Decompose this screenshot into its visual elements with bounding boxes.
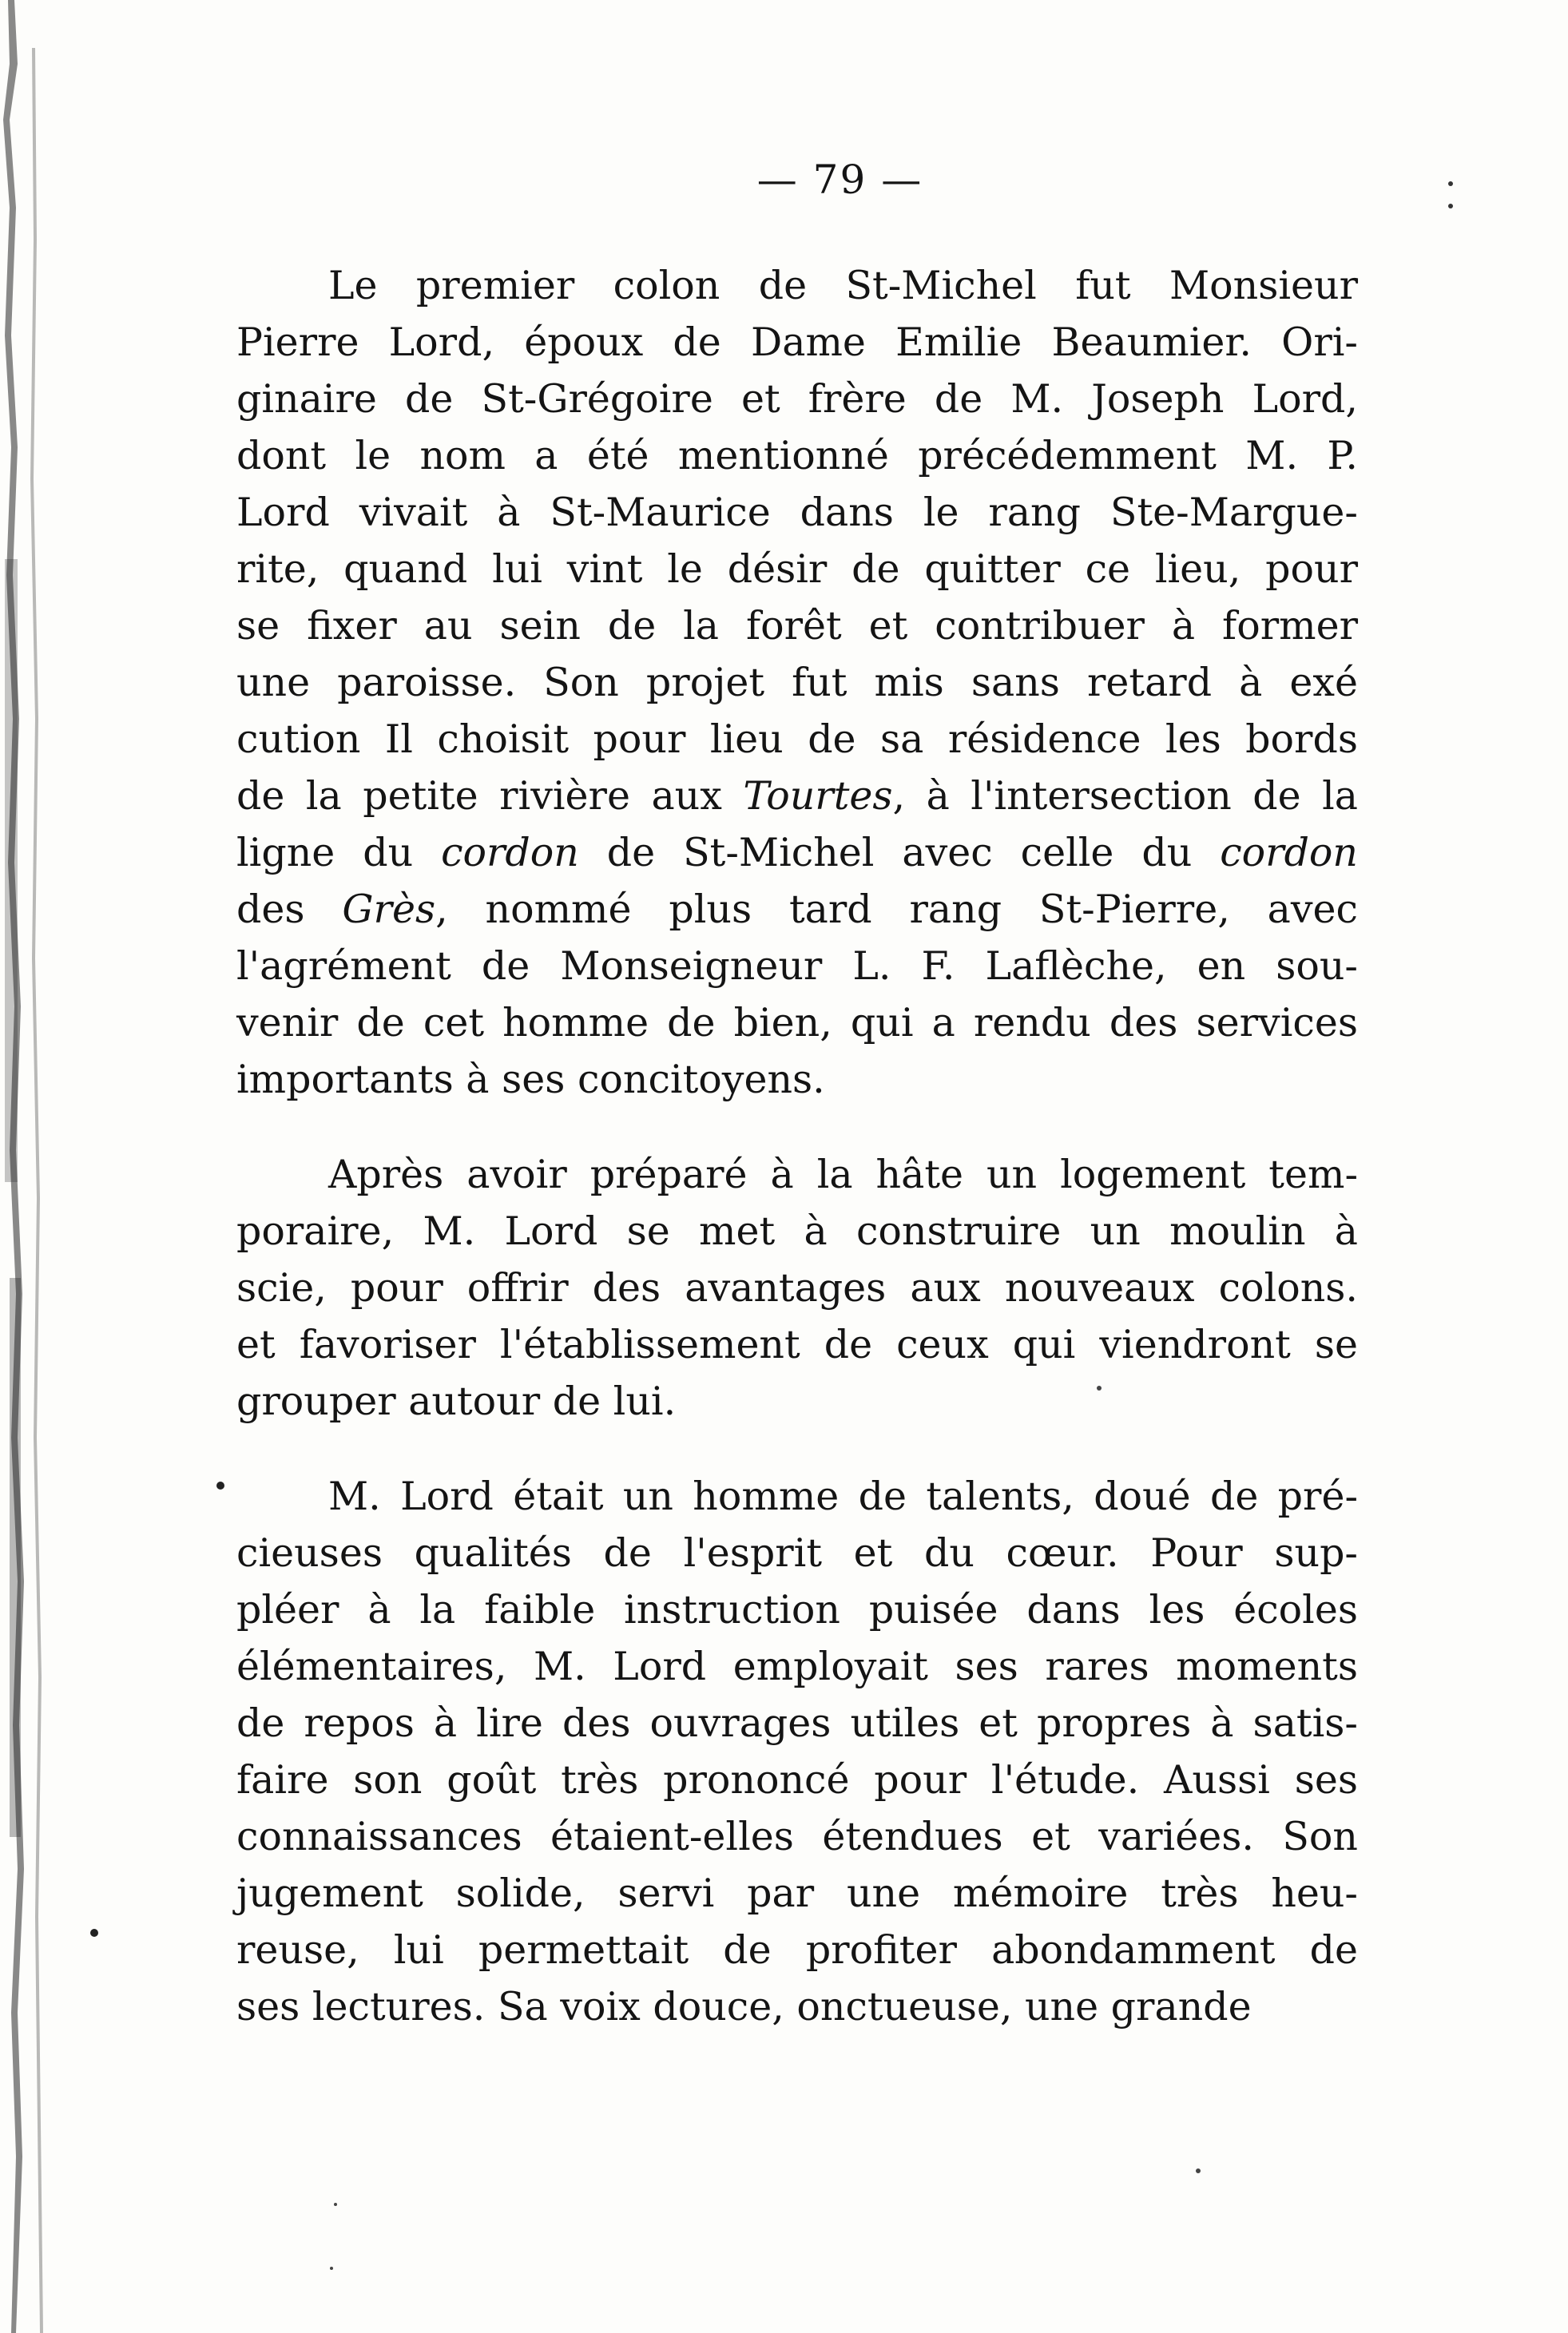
text-segment: , à l'intersection de la [892,773,1358,819]
text-segment: Pierre Lord, époux de Dame Emilie Beaumier. Ori- [236,319,1358,365]
text-segment: scie, pour offrir des avantages aux nouveaux colons. [236,1265,1358,1311]
text-segment: pléer à la faible instruction puisée dans les écoles [236,1587,1358,1633]
text-segment: et favoriser l'établissement de ceux qui viendront se [236,1322,1358,1367]
text-segment: , nommé plus tard rang St-Pierre, avec [435,887,1358,932]
text-segment: poraire, M. Lord se met à construire un moulin à [236,1208,1358,1254]
text-segment: faire son goût très prononcé pour l'étude. Aussi ses [236,1757,1358,1803]
text-segment: Le premier colon de St-Michel fut Monsieur [328,263,1358,308]
text-segment: des [236,887,343,932]
text-segment: importants à ses concitoyens. [236,1057,825,1102]
italic-term: Tourtes [743,773,893,819]
text-segment: ligne du [236,830,442,875]
text-segment: Lord vivait à St-Maurice dans le rang Ste-Margue- [236,490,1358,535]
text-segment: M. Lord était un homme de talents, doué de pré- [328,1474,1358,1519]
text-segment: grouper autour de lui. [236,1379,677,1424]
text-segment: ginaire de St-Grégoire et frère de M. Joseph Lord, [236,376,1358,422]
text-segment: de la petite rivière aux [236,773,744,819]
text-segment: ses lectures. Sa voix douce, onctueuse, une grande [236,1984,1252,2029]
text-segment: une paroisse. Son projet fut mis sans retard à exé [236,660,1358,705]
text-segment: de St-Michel avec celle du [578,830,1221,875]
text-segment: venir de cet homme de bien, qui a rendu des services [236,1000,1358,1045]
italic-term: cordon [441,830,579,875]
text-segment: élémentaires, M. Lord employait ses rares moments [236,1644,1358,1689]
text-segment: Après avoir préparé à la hâte un logement tem- [328,1152,1358,1197]
text-segment: rite, quand lui vint le désir de quitter ce lieu, pour [236,546,1358,592]
italic-term: Grès [342,887,436,932]
text-segment: dont le nom a été mentionné précédemment M. P. [236,433,1358,478]
text-segment: cieuses qualités de l'esprit et du cœur. Pour sup- [236,1530,1358,1576]
text-segment: cution Il choisit pour lieu de sa résidence les bords [236,716,1358,762]
page-number: — 79 — [756,157,923,203]
text-segment: jugement solide, servi par une mémoire très heu- [236,1871,1358,1916]
italic-term: cordon [1220,830,1358,875]
text-segment: se fixer au sein de la forêt et contribuer à former [236,603,1358,649]
text-segment: reuse, lui permettait de profiter abondamment de [236,1927,1358,1973]
text-segment: connaissances étaient-elles étendues et variées. Son [236,1814,1358,1859]
text-segment: l'agrément de Monseigneur L. F. Laflèche, en sou- [236,943,1358,989]
text-segment: de repos à lire des ouvrages utiles et propres à satis- [236,1700,1358,1746]
